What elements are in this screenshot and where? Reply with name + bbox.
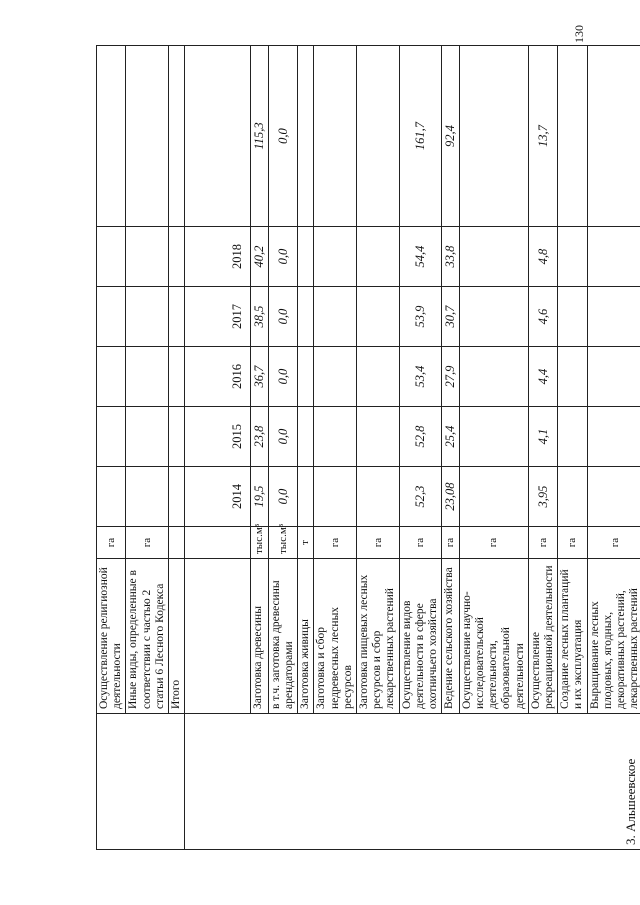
value-cell — [97, 467, 126, 527]
year-header-row — [185, 46, 251, 850]
value-cell — [314, 407, 357, 467]
value-cell — [558, 287, 587, 347]
value-cell — [587, 287, 640, 347]
value-cell — [459, 227, 528, 287]
value-cell — [558, 227, 587, 287]
value-cell: 52,3 — [399, 467, 442, 527]
unit-cell: га — [357, 527, 400, 559]
total-cell: 161,7 — [399, 46, 442, 227]
value-cell — [298, 467, 314, 527]
value-cell: 40,2 — [251, 227, 268, 287]
value-cell — [97, 407, 126, 467]
region-label: 3. Альшеевское — [185, 714, 640, 850]
value-cell: 0,0 — [268, 227, 297, 287]
unit-cell: га — [126, 527, 169, 559]
value-cell — [587, 347, 640, 407]
value-cell — [587, 407, 640, 467]
value-cell — [126, 227, 169, 287]
activity-header-empty — [185, 559, 251, 714]
value-cell: 53,9 — [399, 287, 442, 347]
value-cell — [97, 227, 126, 287]
value-cell: 38,5 — [251, 287, 268, 347]
year-header: 2016 — [185, 347, 251, 407]
activity-cell: Осуществление религиозной деятельности — [97, 559, 126, 714]
value-cell — [357, 227, 400, 287]
value-cell: 4,1 — [528, 407, 557, 467]
forest-use-table — [96, 45, 640, 850]
value-cell — [126, 407, 169, 467]
table-row-top — [97, 46, 126, 850]
total-cell — [298, 46, 314, 227]
value-cell — [298, 347, 314, 407]
value-cell — [298, 407, 314, 467]
total-cell — [558, 46, 587, 227]
region-cell-empty — [97, 714, 185, 850]
value-cell: 27,9 — [442, 347, 459, 407]
value-cell: 52,8 — [399, 407, 442, 467]
activity-cell: Осуществление научно-исследовательской деятельности, образовательной деятельности — [459, 559, 528, 714]
value-cell: 0,0 — [268, 467, 297, 527]
unit-cell: га — [314, 527, 357, 559]
total-cell — [459, 46, 528, 227]
unit-cell — [169, 527, 185, 559]
value-cell — [459, 287, 528, 347]
total-cell: 13,7 — [528, 46, 557, 227]
value-cell: 53,4 — [399, 347, 442, 407]
value-cell — [126, 287, 169, 347]
activity-cell: Итого — [169, 559, 185, 714]
value-cell — [169, 467, 185, 527]
total-header-empty — [185, 46, 251, 227]
value-cell — [314, 467, 357, 527]
value-cell: 23,08 — [442, 467, 459, 527]
value-cell — [357, 347, 400, 407]
value-cell — [169, 287, 185, 347]
value-cell: 54,4 — [399, 227, 442, 287]
activity-cell: Заготовка древесины — [251, 559, 268, 714]
unit-cell: га — [459, 527, 528, 559]
value-cell: 0,0 — [268, 347, 297, 407]
value-cell: 4,6 — [528, 287, 557, 347]
value-cell: 19,5 — [251, 467, 268, 527]
activity-cell: Выращивание лесных плодовых, ягодных, декоративных растений, лекарственных растений — [587, 559, 640, 714]
value-cell: 3,95 — [528, 467, 557, 527]
unit-cell: га — [558, 527, 587, 559]
total-cell — [126, 46, 169, 227]
value-cell — [587, 467, 640, 527]
value-cell: 30,7 — [442, 287, 459, 347]
unit-cell: тыс.м³ — [251, 527, 268, 559]
value-cell — [97, 287, 126, 347]
value-cell: 25,4 — [442, 407, 459, 467]
total-cell: 92,4 — [442, 46, 459, 227]
year-header: 2014 — [185, 467, 251, 527]
unit-cell: га — [528, 527, 557, 559]
value-cell — [314, 347, 357, 407]
value-cell — [169, 227, 185, 287]
value-cell — [558, 347, 587, 407]
year-header: 2018 — [185, 227, 251, 287]
unit-cell: га — [399, 527, 442, 559]
value-cell — [558, 407, 587, 467]
value-cell: 33,8 — [442, 227, 459, 287]
value-cell — [169, 407, 185, 467]
activity-cell: Иные виды, определенные в соответствии с частью 2 статьи 6 Лесного Кодекса — [126, 559, 169, 714]
activity-cell: Заготовка живицы — [298, 559, 314, 714]
year-header: 2017 — [185, 287, 251, 347]
activity-cell: Создание лесных плантаций и их эксплуатация — [558, 559, 587, 714]
value-cell: 0,0 — [268, 287, 297, 347]
value-cell: 0,0 — [268, 407, 297, 467]
page-number: 130 — [572, 25, 586, 43]
value-cell — [558, 467, 587, 527]
total-cell — [314, 46, 357, 227]
value-cell — [298, 287, 314, 347]
value-cell: 23,8 — [251, 407, 268, 467]
unit-cell: га — [587, 527, 640, 559]
value-cell — [459, 407, 528, 467]
value-cell — [357, 467, 400, 527]
value-cell: 4,4 — [528, 347, 557, 407]
total-cell — [97, 46, 126, 227]
activity-cell: Осуществление рекреационной деятельности — [528, 559, 557, 714]
total-cell — [169, 46, 185, 227]
value-cell — [298, 227, 314, 287]
value-cell — [357, 287, 400, 347]
value-cell — [357, 407, 400, 467]
value-cell — [587, 227, 640, 287]
value-cell: 36,7 — [251, 347, 268, 407]
activity-cell: в т.ч. заготовка древесины арендаторами — [268, 559, 297, 714]
activity-cell: Осуществление видов деятельности в сфере охотничьего хозяйства — [399, 559, 442, 714]
unit-cell: т — [298, 527, 314, 559]
total-cell: 0,0 — [268, 46, 297, 227]
value-cell — [169, 347, 185, 407]
value-cell — [314, 287, 357, 347]
value-cell — [126, 347, 169, 407]
value-cell: 4,8 — [528, 227, 557, 287]
total-cell — [587, 46, 640, 227]
unit-cell: га — [97, 527, 126, 559]
value-cell — [314, 227, 357, 287]
total-cell: 115,3 — [251, 46, 268, 227]
activity-cell: Заготовка пищевых лесных ресурсов и сбор лекарственных растений — [357, 559, 400, 714]
value-cell — [459, 467, 528, 527]
unit-cell: тыс.м³ — [268, 527, 297, 559]
total-cell — [357, 46, 400, 227]
unit-header-empty — [185, 527, 251, 559]
value-cell — [97, 347, 126, 407]
unit-cell: га — [442, 527, 459, 559]
activity-cell: Ведение сельского хозяйства — [442, 559, 459, 714]
value-cell — [459, 347, 528, 407]
year-header: 2015 — [185, 407, 251, 467]
value-cell — [126, 467, 169, 527]
activity-cell: Заготовка и сбор недревесных лесных ресурсов — [314, 559, 357, 714]
